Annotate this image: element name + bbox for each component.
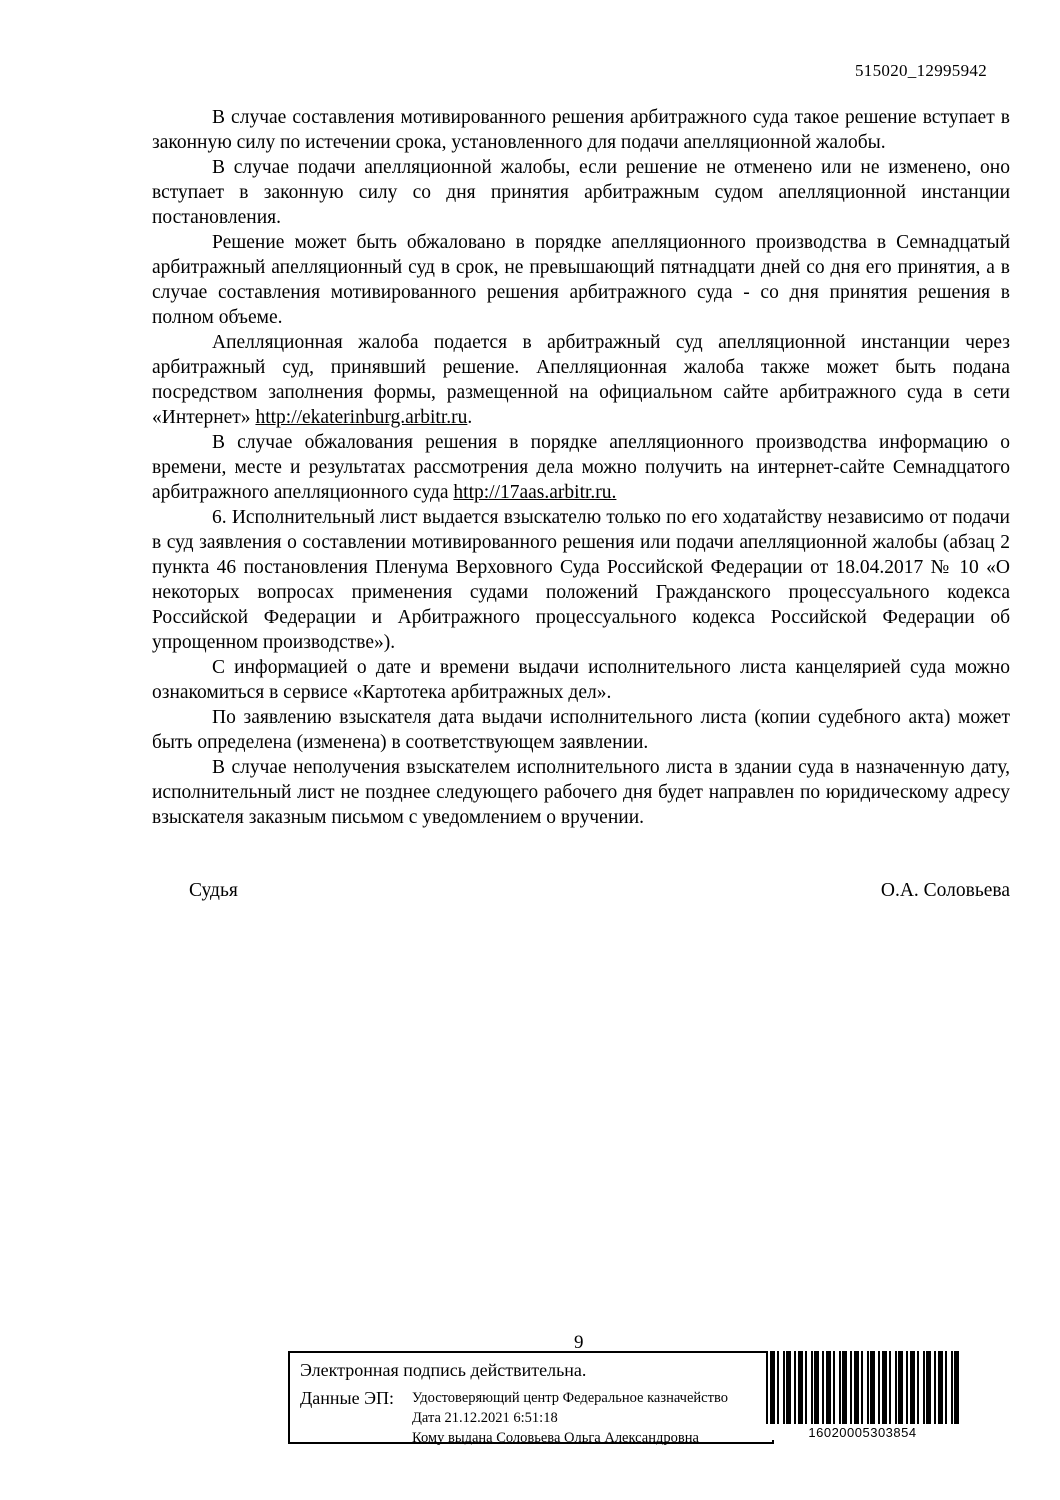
stamp-label: Данные ЭП:	[300, 1388, 394, 1408]
paragraph-5	[152, 430, 1010, 505]
document-body	[152, 105, 1010, 903]
signature-row	[152, 878, 1010, 903]
document-ref: 515020_12995942	[855, 61, 987, 80]
page-number: 9	[574, 1332, 584, 1353]
paragraph-1: В случае составления мотивированного решения арбитражного суда такое решение вступает в законную силу по истечении срока, установленного для подачи апелляционной жалобы.	[152, 107, 1010, 153]
paragraph-9: В случае неполучения взыскателем исполнительного листа в здании суда в назначенную дату, исполнительный лист не позднее следующего рабочего дня будет направлен по юридическому адресу взыскателя заказным письмом с уведомлением о вручении.	[152, 757, 1010, 828]
paragraph-4-tail: .	[467, 407, 473, 428]
barcode-bars-icon	[766, 1351, 959, 1424]
electronic-signature-stamp	[288, 1351, 774, 1444]
paragraph-6: 6. Исполнительный лист выдается взыскателю только по его ходатайству независимо от подачи в суд заявления о составлении мотивированного решения или подачи апелляционной жалобы (абзац 2 пункта 46 постановления Пленума Верховного Суда Российской Федерации от 18.04.2017 № 10 «О некоторых вопросах применения судами положений Гражданского процессуального кодекса Российской Федерации и Арбитражного процессуального кодекса Российской Федерации об упрощенном производстве»).	[152, 507, 1010, 653]
17aas-arbitr-link[interactable]: http://17aas.arbitr.ru.	[453, 482, 617, 503]
barcode-number: 16020005303854	[808, 1425, 917, 1440]
signature-name: О.А. Соловьева	[880, 880, 1010, 901]
stamp-date: Дата 21.12.2021 6:51:18	[412, 1410, 558, 1426]
ekaterinburg-arbitr-link[interactable]: http://ekaterinburg.arbitr.ru	[255, 407, 468, 428]
stamp-validity-text: Электронная подпись действительна.	[300, 1360, 587, 1380]
stamp-issued-to: Кому выдана Соловьева Ольга Александровна	[412, 1430, 699, 1446]
barcode	[766, 1351, 959, 1440]
stamp-details	[402, 1388, 728, 1448]
paragraph-4-text: Апелляционная жалоба подается в арбитражный суд апелляционной инстанции через арбитражный суд, принявший решение. Апелляционная жалоба также может быть подана посредством заполнения формы, размещенной на официальном сайте арбитражного суда в сети «Интернет»	[152, 332, 1010, 428]
paragraph-4	[152, 330, 1010, 430]
signature-role: Судья	[189, 880, 238, 901]
paragraph-7: С информацией о дате и времени выдачи исполнительного листа канцелярией суда можно ознакомиться в сервисе «Картотека арбитражных дел».	[152, 657, 1010, 703]
paragraph-8: По заявлению взыскателя дата выдачи исполнительного листа (копии судебного акта) может быть определена (изменена) в соответствующем заявлении.	[152, 707, 1010, 753]
paragraph-5-text: В случае обжалования решения в порядке апелляционного производства информацию о времени, месте и результатах рассмотрения дела можно получить на интернет-сайте Семнадцатого арбитражного апелляционного суда	[152, 432, 1010, 503]
stamp-details-row	[300, 1388, 762, 1448]
paragraph-2: В случае подачи апелляционной жалобы, если решение не отменено или не изменено, оно вступает в законную силу со дня принятия арбитражным судом апелляционной инстанции постановления.	[152, 157, 1010, 228]
stamp-authority: Удостоверяющий центр Федеральное казначейство	[412, 1390, 728, 1406]
paragraph-3: Решение может быть обжаловано в порядке апелляционного производства в Семнадцатый арбитражный апелляционный суд в срок, не превышающий пятнадцати дней со дня его принятия, а в случае составления мотивированного решения арбитражного суда - со дня принятия решения в полном объеме.	[152, 232, 1010, 328]
